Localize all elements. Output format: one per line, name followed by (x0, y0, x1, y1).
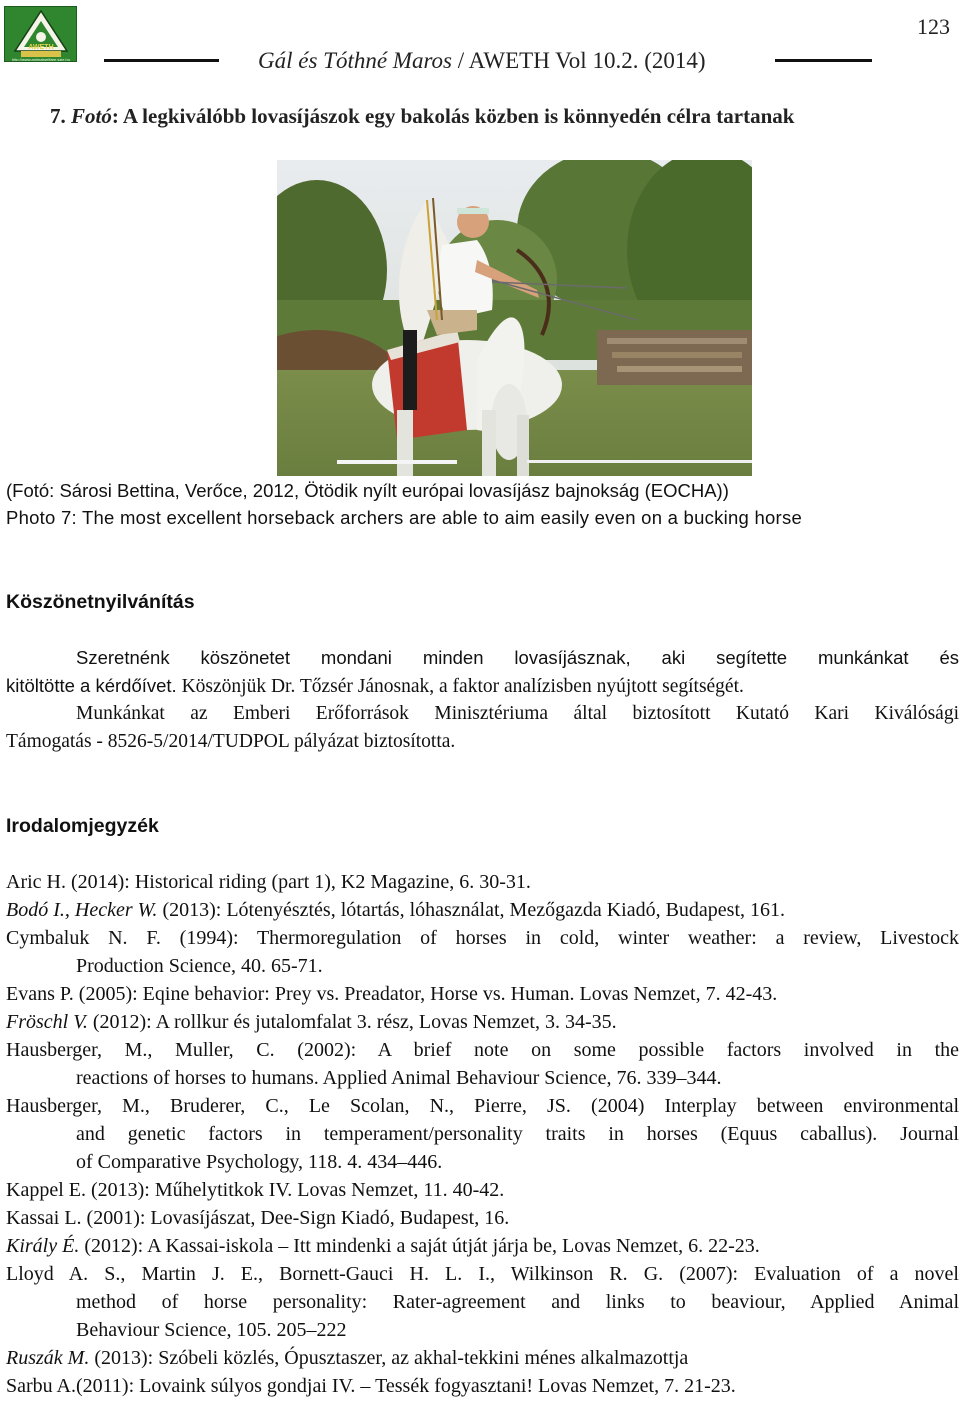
journal-logo (4, 6, 77, 62)
references-heading: Irodalomjegyzék (6, 815, 159, 837)
reference-text: (2004) Interplay between environmental (570, 1095, 960, 1117)
reference-author: Evans P. (6, 983, 74, 1005)
reference-author: Sarbu A. (6, 1375, 76, 1397)
reference-author: Bodó I., Hecker W. (6, 899, 158, 921)
reference-text: (2011): Lovaink súlyos gondjai IV. – Tessék fogyasztani! Lovas Nemzet, 7. 21-23. (76, 1375, 736, 1397)
reference-entry (6, 1260, 959, 1288)
reference-text: (1994): Thermoregulation of horses in cold, winter weather: a review, Livestock (160, 927, 959, 949)
reference-author: Cymbaluk N. F. (6, 927, 161, 949)
ack-paragraph-1-line-2 (6, 672, 744, 701)
reference-entry (6, 1036, 959, 1064)
running-header (258, 48, 706, 74)
caption-text: : A legkiválóbb lovasíjászok egy bakolás közben is könnyedén célra tartanak (111, 104, 795, 128)
ack-line-2-sans: kitöltötte a kérdőívet. (6, 675, 177, 696)
ack-paragraph-2-line-1: Munkánkat az Emberi Erőforrások Minisztériuma által biztosított Kutató Kari Kiválósági (76, 703, 959, 724)
reference-author: Ruszák M. (6, 1347, 90, 1369)
reference-author: Kappel E. (6, 1179, 86, 1201)
reference-entry (6, 868, 531, 896)
reference-continuation: method of horse personality: Rater-agreement and links to beaviour, Applied Animal (76, 1291, 959, 1313)
reference-text: (2007): Evaluation of a novel (663, 1263, 959, 1285)
reference-author: Kassai L. (6, 1207, 82, 1229)
reference-continuation: reactions of horses to humans. Applied Animal Behaviour Science, 76. 339–344. (76, 1067, 722, 1089)
reference-entry (6, 1232, 760, 1260)
reference-entry (6, 1092, 959, 1120)
reference-continuation: and genetic factors in temperament/personality traits in horses (Equus caballus). Journal (76, 1123, 959, 1145)
reference-continuation: Production Science, 40. 65-71. (76, 955, 323, 977)
photo-caption-english: Photo 7: The most excellent horseback archers are able to aim easily even on a bucking horse (6, 507, 802, 528)
reference-text: (2001): Lovasíjászat, Dee-Sign Kiadó, Budapest, 16. (81, 1207, 510, 1229)
reference-entry (6, 896, 785, 924)
reference-entry (6, 924, 959, 952)
reference-text: (2002): A brief note on some possible factors involved in the (274, 1039, 959, 1061)
reference-continuation: Behaviour Science, 105. 205–222 (76, 1319, 347, 1341)
reference-text: (2012): A Kassai-iskola – Itt mindenki a saját útját járja be, Lovas Nemzet, 6. 22-23. (79, 1235, 760, 1257)
photo-credit: (Fotó: Sárosi Bettina, Verőce, 2012, Ötödik nyílt európai lovasíjász bajnokság (EOCHA)) (6, 480, 729, 501)
header-authors: Gál és Tóthné Maros (258, 48, 453, 73)
reference-text: (2014): Historical riding (part 1), K2 Magazine, 6. 30-31. (65, 871, 531, 893)
reference-entry (6, 980, 777, 1008)
ack-paragraph-1-line-1: Szeretnénk köszönetet mondani minden lovasíjásznak, aki segítette munkánkat és (76, 647, 959, 668)
header-rule-left (104, 59, 219, 62)
reference-author: Fröschl V. (6, 1011, 88, 1033)
reference-text: (2012): A rollkur és jutalomfalat 3. rész, Lovas Nemzet, 3. 34-35. (87, 1011, 617, 1033)
photo-caption (50, 104, 794, 129)
logo-text: AWETH (28, 44, 54, 51)
reference-entry (6, 1344, 688, 1372)
reference-entry (6, 1372, 736, 1400)
reference-author: Hausberger, M., Muller, C. (6, 1039, 275, 1061)
reference-author: Lloyd A. S., Martin J. E., Bornett-Gauci H. L. I., Wilkinson R. G. (6, 1263, 664, 1285)
reference-entry (6, 1008, 617, 1036)
header-journal: / AWETH Vol 10.2. (2014) (452, 48, 706, 73)
logo-url: http://www.animalwelfare.szie.hu (11, 57, 71, 62)
reference-text: (2013): Lótenyésztés, lótartás, lóhasználat, Mezőgazda Kiadó, Budapest, 161. (157, 899, 786, 921)
caption-number: 7. (50, 104, 71, 128)
caption-label: Fotó (71, 104, 112, 128)
reference-text: (2013): Szóbeli közlés, Ópusztaszer, az akhal-tekkini ménes alkalmazottja (89, 1347, 689, 1369)
header-rule-right (775, 59, 872, 62)
reference-author: Király É. (6, 1235, 80, 1257)
acknowledgements-heading: Köszönetnyilvánítás (6, 591, 195, 613)
ack-paragraph-2-line-2: Támogatás - 8526-5/2014/TUDPOL pályázat biztosította. (6, 731, 456, 752)
reference-author: Aric H. (6, 871, 66, 893)
reference-text: (2005): Eqine behavior: Prey vs. Preadator, Horse vs. Human. Lovas Nemzet, 7. 42-43. (73, 983, 778, 1005)
reference-continuation: of Comparative Psychology, 118. 4. 434–446. (76, 1151, 443, 1173)
reference-text: (2013): Műhelytitkok IV. Lovas Nemzet, 11. 40-42. (85, 1179, 505, 1201)
reference-entry (6, 1176, 504, 1204)
page-number: 123 (917, 14, 950, 39)
horseback-archer-photo (277, 160, 752, 476)
reference-entry (6, 1204, 509, 1232)
reference-author: Hausberger, M., Bruderer, C., Le Scolan, N., Pierre, JS. (6, 1095, 571, 1117)
ack-line-2-serif: Köszönjük Dr. Tőzsér Jánosnak, a faktor analízisben nyújtott segítségét. (176, 676, 744, 697)
